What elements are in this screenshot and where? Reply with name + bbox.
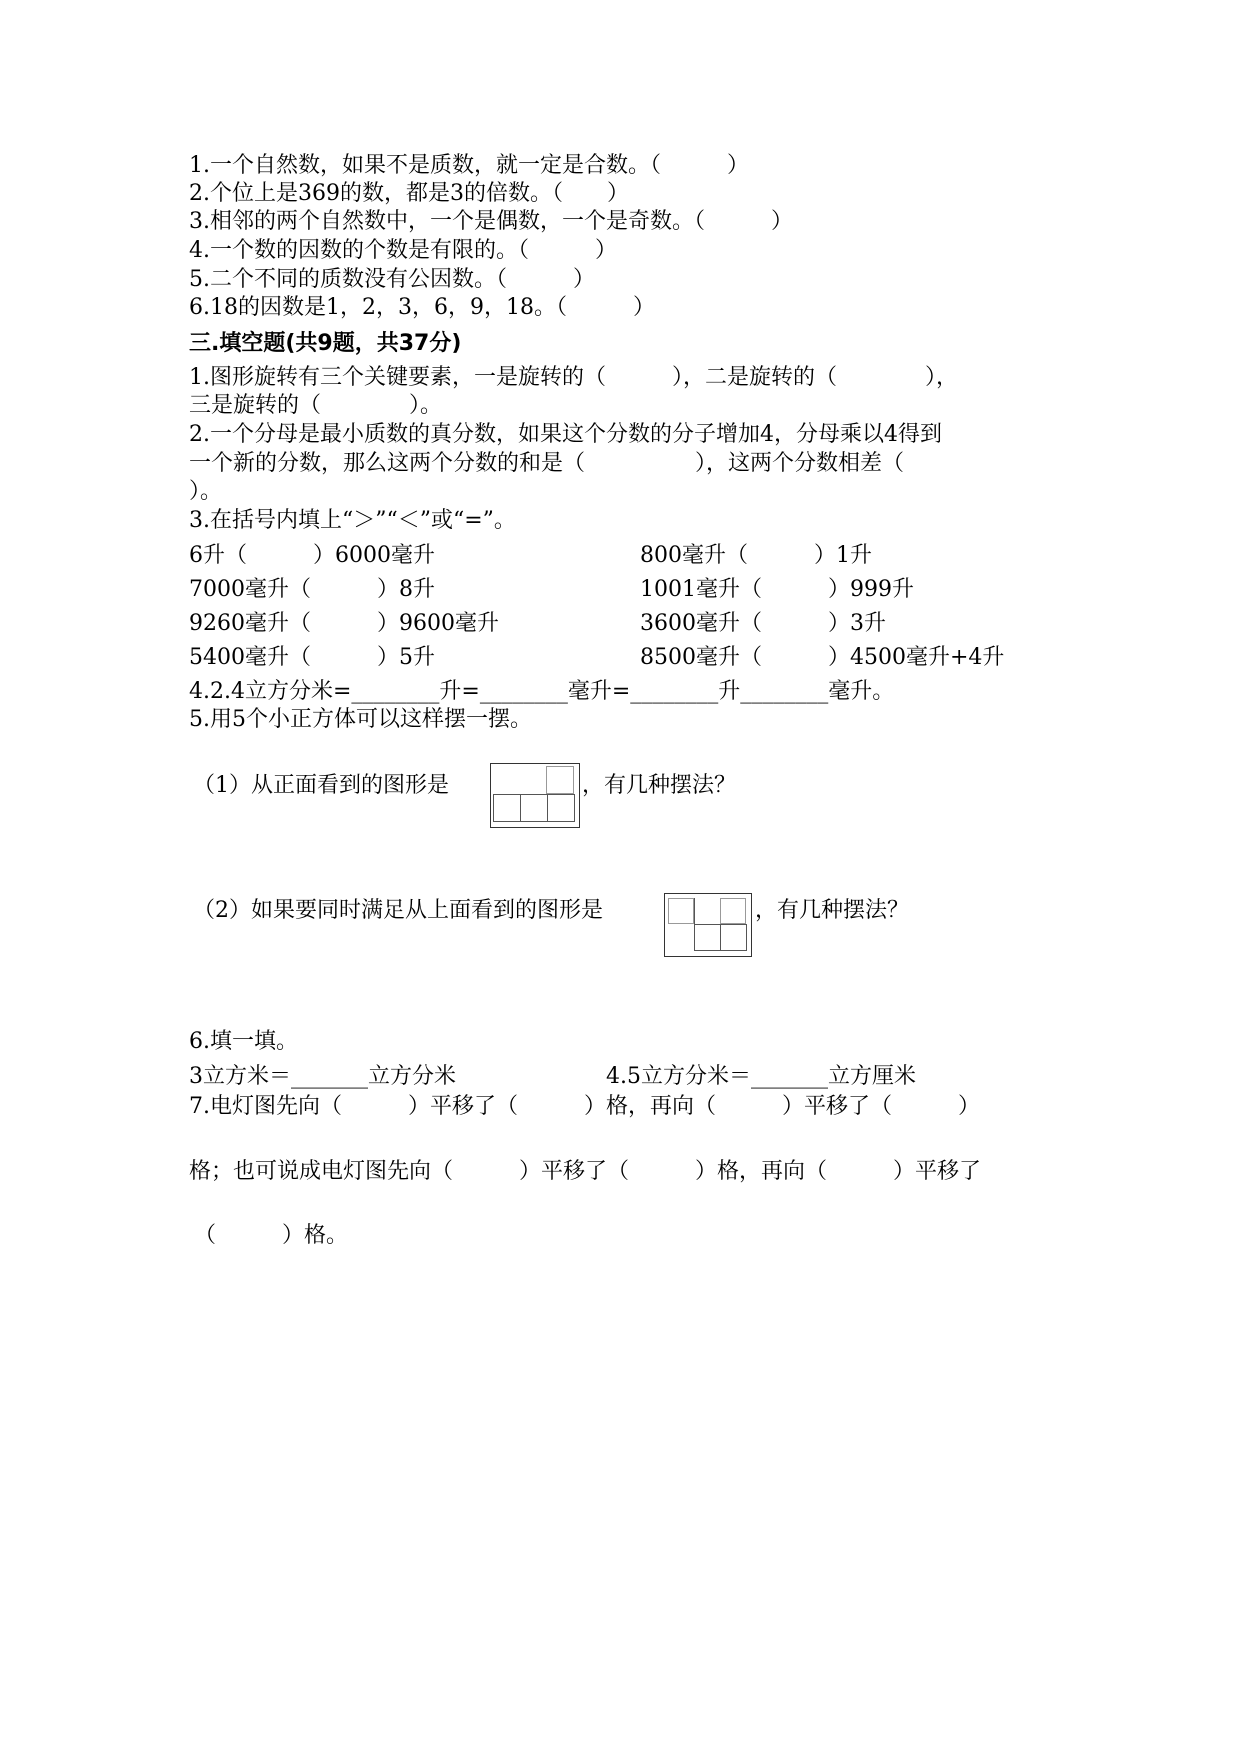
figure-square [493, 794, 521, 822]
figure-square [520, 794, 548, 822]
figure-square [694, 924, 721, 951]
front-view-figure [490, 763, 580, 828]
q7-line2: 格；也可说成电灯图先向（ ）平移了（ ）格，再向（ ）平移了 [189, 1159, 982, 1184]
compare-item: 3600毫升（ ）3升 [640, 611, 886, 636]
q6-left: 3立方米＝_______立方分米 [189, 1064, 456, 1089]
judge-item-3: 3.相邻的两个自然数中，一个是偶数，一个是奇数。（ ） [189, 209, 793, 234]
judge-item-2: 2.个位上是369的数，都是3的倍数。（ ） [189, 181, 629, 206]
q5-part2-text: （2）如果要同时满足从上面看到的图形是 [193, 898, 603, 923]
figure-divider [694, 898, 695, 924]
compare-item: 9260毫升（ ）9600毫升 [189, 611, 499, 636]
judge-item-4: 4.一个数的因数的个数是有限的。（ ） [189, 238, 617, 263]
top-view-figure [664, 893, 752, 957]
q4-line: 4.2.4立方分米=________升=________毫升=________升________毫升。 [189, 679, 895, 704]
compare-item: 6升（ ）6000毫升 [189, 543, 435, 568]
figure-square [720, 898, 746, 924]
q5-part1-question: ，有几种摆法？ [582, 773, 737, 798]
judge-item-5: 5.二个不同的质数没有公因数。（ ） [189, 267, 595, 292]
figure-square [546, 766, 574, 794]
compare-item: 800毫升（ ）1升 [640, 543, 872, 568]
figure-square [720, 924, 747, 951]
q1-line2: 三是旋转的（ ）。 [189, 393, 443, 418]
q7-line1: 7.电灯图先向（ ）平移了（ ）格，再向（ ）平移了（ ） [189, 1094, 980, 1119]
compare-item: 1001毫升（ ）999升 [640, 577, 914, 602]
q3-intro: 3.在括号内填上“＞”“＜”或“=”。 [189, 508, 516, 533]
section-heading: 三.填空题(共9题，共37分) [189, 331, 462, 356]
q5-intro: 5.用5个小正方体可以这样摆一摆。 [189, 707, 532, 732]
judge-item-1: 1.一个自然数，如果不是质数，就一定是合数。（ ） [189, 153, 749, 178]
judge-item-6: 6.18的因数是1，2，3，6，9，18。（ ） [189, 295, 655, 320]
compare-item: 8500毫升（ ）4500毫升+4升 [640, 645, 1005, 670]
q6-right: 4.5立方分米＝_______立方厘米 [606, 1064, 916, 1089]
compare-item: 7000毫升（ ）8升 [189, 577, 435, 602]
q2-line1: 2.一个分母是最小质数的真分数，如果这个分数的分子增加4，分母乘以4得到 [189, 422, 942, 447]
q7-line3: （ ）格。 [194, 1223, 349, 1248]
q5-part1-text: （1）从正面看到的图形是 [193, 773, 449, 798]
figure-square [668, 898, 694, 924]
q2-line3: ）。 [189, 479, 223, 504]
q5-part2-question: ，有几种摆法？ [755, 898, 910, 923]
compare-item: 5400毫升（ ）5升 [189, 645, 435, 670]
q2-line2: 一个新的分数，那么这两个分数的和是（ ），这两个分数相差（ [189, 451, 905, 476]
figure-square [547, 794, 575, 822]
q1-line1: 1.图形旋转有三个关键要素，一是旋转的（ ），二是旋转的（ ）， [189, 365, 958, 390]
q6-intro: 6.填一填。 [189, 1029, 298, 1054]
